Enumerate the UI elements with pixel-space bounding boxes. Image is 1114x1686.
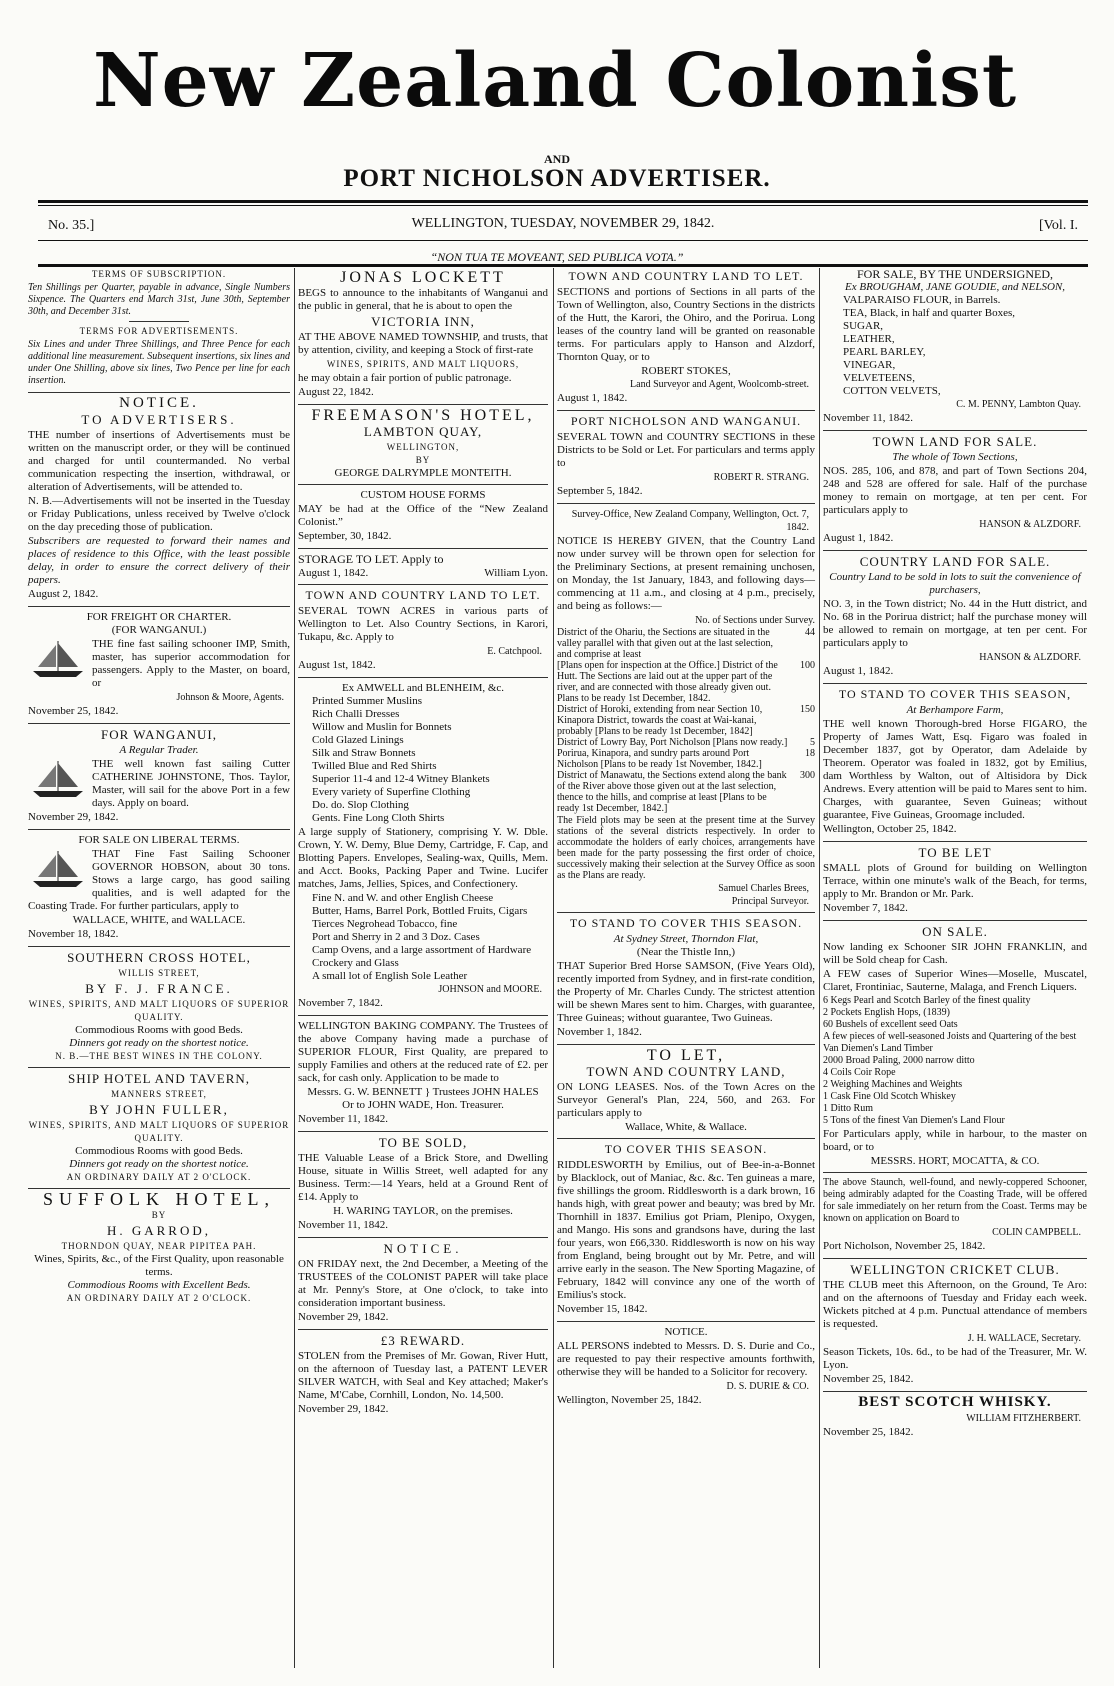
list-item: COTTON VELVETS, <box>843 385 941 397</box>
figaro-text: THE well known Thorough-bred Horse FIGARO, the Property of James Watt, Esq. Figaro was foaled in December 1837, got by Operator, dam Adelaide by Theorem. Operator was foaled in 1832, got by Emilius, dam Worthless by Walton, out of Altisidora by Dick Andrews. Every attention will be paid to Mares sent to him. Charges, with guarantee, Seven Guineas; without guarantee, Five Guineas, Groomage included. <box>823 718 1087 821</box>
notice-paragraph: N. B.—Advertisements will not be inserted in the Tuesday or Friday Publications, unless received by Twelve o'clock on the day preceding those of publication. <box>28 495 290 533</box>
survey-signature: Samuel Charles Brees, <box>718 883 809 894</box>
penny-list <box>823 294 1087 398</box>
list-item: 6 Kegs Pearl and Scotch Barley of the finest quality <box>823 995 1031 1006</box>
meeting-notice <box>298 1242 548 1330</box>
column-2 <box>298 268 548 1417</box>
cricket-date: November 25, 1842. <box>823 1373 914 1385</box>
table-row: District of Horoki, extending from near Section 10, Kinapora District, towards the coast at Wai-kanai, probably [Plans to be ready 1st December, 1842] 150 <box>557 704 815 737</box>
country-land-sale-date: August 1, 1842. <box>823 665 894 677</box>
storage-signature: William Lyon. <box>484 567 548 579</box>
riddlesworth-heading: TO COVER THIS SEASON. <box>604 1142 768 1156</box>
survey-text-2: The Field plots may be seen at the present time at the Survey stations of the several districts respectively. In order to accommodate the holders of early choices, arrangements have been made for the party possessing the first order of choice, successively making their selection at the Survey Office as soon as the Plans are ready. <box>557 815 815 881</box>
reward-text: STOLEN from the Premises of Mr. Gowan, River Hutt, on the afternoon of Tuesday last, a PATENT LEVER SILVER WATCH, with Seal and Key attached; Maker's Name, M'Cabe, Cornhill, London, No. 14,500. <box>298 1350 548 1401</box>
cricket-signature: J. H. WALLACE, Secretary. <box>967 1333 1081 1344</box>
list-item: Willow and Muslin for Bonnets <box>312 721 452 733</box>
amwell-list-2 <box>298 892 548 983</box>
list-item: Fine N. and W. and other English Cheese <box>312 892 494 904</box>
samson-heading: TO STAND TO COVER THIS SEASON. <box>569 916 803 930</box>
suffolk-address: THORNDON QUAY, NEAR PIPITEA PAH. <box>61 1241 257 1251</box>
lockett-inn: VICTORIA INN, <box>371 314 475 329</box>
ship-dinners: Dinners got ready on the shortest notice. <box>69 1158 249 1170</box>
list-item: 2 Weighing Machines and Weights <box>823 1079 963 1090</box>
sold-text: THE Valuable Lease of a Brick Store, and Dwelling House, situate in Willis Street, well adapted for any Business. Term:—14 Years, held at a Ground Rent of £14. Apply to <box>298 1152 548 1203</box>
storage-date: August 1, 1842. <box>298 567 369 579</box>
notice-paragraph: Subscribers are requested to forward their names and places of residence to this Office, with the least possible delay, in order to ensure the correct delivery of their papers. <box>28 535 290 586</box>
town-land-heading: TOWN AND COUNTRY LAND TO LET. <box>305 588 541 602</box>
baking-text: WELLINGTON BAKING COMPANY. The Trustees of the above Company having made a purchase of SUPERIOR FLOUR, First Quality, are prepared to supply Families and others at the reduced rate of £2. per sack, for cash only. Application to be made to <box>298 1020 548 1084</box>
suffolk-by: BY <box>151 1210 167 1220</box>
lockett-heading: JONAS LOCKETT <box>340 269 506 286</box>
survey-signature-2: Principal Surveyor. <box>731 896 809 907</box>
baking-trustees: Messrs. G. W. BENNETT } Trustees JOHN HALES <box>307 1086 539 1098</box>
suffolk-heading: SUFFOLK HOTEL, <box>42 1189 275 1209</box>
wanganui-text: THE well known fast sailing Cutter CATHERINE JOHNSTONE, Thos. Taylor, Master, will sail for the above Port in a few days. Apply on board. <box>92 758 290 809</box>
stokes-date: August 1, 1842. <box>557 392 628 404</box>
list-item: Superior 11-4 and 12-4 Witney Blankets <box>312 773 490 785</box>
durie-text: ALL PERSONS indebted to Messrs. D. S. Durie and Co., are requested to pay their respective amounts forthwith, otherwise they will be handed to a Solicitor for recovery. <box>557 1340 815 1378</box>
amwell-signature: JOHNSON and MOORE. <box>438 984 542 995</box>
lockett-wines: WINES, SPIRITS, AND MALT LIQUORS, <box>326 359 520 369</box>
list-item: VINEGAR, <box>843 359 896 371</box>
reward-heading: £3 REWARD. <box>380 1333 466 1348</box>
whisky-heading: BEST SCOTCH WHISKY. <box>858 1394 1052 1410</box>
country-land-sale-ad <box>823 555 1087 684</box>
notice-to-advertisers <box>28 397 290 607</box>
list-item: Twilled Blue and Red Shirts <box>312 760 437 772</box>
town-land-sale-text: NOS. 285, 106, and 878, and part of Town Sections 204, 248 and 528 are offered for sale. Half of the purchase money to remain on mortgage, at ten per cent. For particulars apply to <box>823 465 1087 516</box>
country-land-sale-text: NO. 3, in the Town district; No. 44 in the Hutt district, and No. 68 in the Porirua district; half the purchase money will be allowed to remain on mortgage, at ten per cent. For particulars apply to <box>823 598 1087 649</box>
ship-rooms: Commodious Rooms with good Beds. <box>75 1145 243 1157</box>
penny-ex: Ex BROUGHAM, JANE GOUDIE, and NELSON, <box>845 281 1065 293</box>
stokes-heading: TOWN AND COUNTRY LAND TO LET. <box>568 269 804 283</box>
survey-column-heading: No. of Sections under Survey. <box>695 615 815 626</box>
stokes-ad <box>557 270 815 411</box>
wanganui-heading: FOR WANGANUI, <box>100 727 218 742</box>
stokes-signature-2: Land Surveyor and Agent, Woolcomb-street. <box>630 379 809 390</box>
freemason-by: BY <box>415 455 431 465</box>
terms-advertisements-text: Six Lines and under Three Shillings, and Three Pence for each additional line measurement. Subsequent insertions, six lines and under One Shilling, above six lines, Two Pence per line for each insertion. <box>28 339 290 386</box>
town-land-sale-signature: HANSON & ALZDORF. <box>979 519 1081 530</box>
list-item: 2000 Broad Paling, 2000 narrow ditto <box>823 1055 975 1066</box>
masthead-rule <box>38 200 1088 203</box>
terms-block <box>28 268 290 393</box>
samson-text: THAT Superior Bred Horse SAMSON, (Five Years Old), recently imported from Sydney, and in first-rate condition, the Property of Mr. Charles Cundy. The strictest attention will be shewn Mares sent to him. Charges, with guarantee, Three Guineas; without guarantee, Two Guineas. <box>557 960 815 1024</box>
schooner-signature: COLIN CAMPBELL. <box>992 1227 1081 1238</box>
town-land-ad <box>298 589 548 678</box>
list-item: Cold Glazed Linings <box>312 734 404 746</box>
ship-icon <box>28 637 88 681</box>
amwell-date: November 7, 1842. <box>298 997 383 1009</box>
on-sale-text-2: For Particulars apply, while in harbour, to the master on board, or to <box>823 1128 1087 1153</box>
ship-wines: WINES, SPIRITS, AND MALT LIQUORS OF SUPERIOR QUALITY. <box>28 1120 290 1143</box>
sale-text: THAT Fine Fast Sailing Schooner GOVERNOR HOBSON, about 30 tons. Stows a large cargo, has good sailing qualities, and is well adapted for the Coasting Trade. For further particulars, apply to <box>28 848 290 912</box>
meeting-date: November 29, 1842. <box>298 1311 389 1323</box>
reward-date: November 29, 1842. <box>298 1403 389 1415</box>
suffolk-rooms: Commodious Rooms with Excellent Beds. <box>67 1279 251 1291</box>
notice-heading: NOTICE. <box>119 395 199 411</box>
durie-notice <box>557 1326 815 1407</box>
stokes-signature: ROBERT STOKES, <box>641 365 731 377</box>
figaro-date: Wellington, October 25, 1842. <box>823 823 957 835</box>
column-divider <box>553 268 554 1668</box>
whisky-ad <box>823 1396 1087 1439</box>
list-item: Port and Sherry in 2 and 3 Doz. Cases <box>312 931 480 943</box>
cricket-text: THE CLUB meet this Afternoon, on the Ground, Te Aro: and on the afternoons of Tuesday and Friday each week. Wickets pitched at 4 p.m. Punctual attendance of members is requested. <box>823 1279 1087 1330</box>
town-land-sale-date: August 1, 1842. <box>823 532 894 544</box>
meeting-text: ON FRIDAY next, the 2nd December, a Meeting of the TRUSTEES of the COLONIST PAPER will take place at Mr. Penny's Store, at One o'clock, to take into consideration important business. <box>298 1258 548 1309</box>
town-land-signature: E. Catchpool. <box>487 646 542 657</box>
survey-notice <box>557 508 815 913</box>
figaro-heading: TO STAND TO COVER THIS SEASON, <box>838 687 1072 701</box>
dateline <box>38 216 1088 236</box>
lockett-text-2: AT THE ABOVE NAMED TOWNSHIP, and trusts, that by attention, civility, and keeping a Stock of first-rate <box>298 331 548 356</box>
country-land-sale-signature: HANSON & ALZDORF. <box>979 652 1081 663</box>
town-land-sale-heading: TOWN LAND FOR SALE. <box>872 434 1038 449</box>
baking-ad <box>298 1020 548 1132</box>
town-land-date: August 1st, 1842. <box>298 659 376 671</box>
list-item: 5 Tons of the finest Van Diemen's Land Flour <box>823 1115 1005 1126</box>
country-land-sale-subheading: Country Land to be sold in lots to suit the convenience of purchasers, <box>829 571 1081 596</box>
strang-signature: ROBERT R. STRANG. <box>713 472 809 483</box>
freemason-heading: FREEMASON'S HOTEL, <box>311 407 535 424</box>
strang-ad <box>557 415 815 504</box>
let-date: November 7, 1842. <box>823 902 908 914</box>
newspaper-subtitle: PORT NICHOLSON ADVERTISER. <box>343 165 771 192</box>
suffolk-wines: Wines, Spirits, &c., of the First Quality, upon reasonable terms. <box>34 1253 284 1278</box>
southern-nb: N. B.—THE BEST WINES IN THE COLONY. <box>55 1051 263 1061</box>
town-land-sale-subheading: The whole of Town Sections, <box>892 451 1018 463</box>
on-sale-text: A FEW cases of Superior Wines—Moselle, Muscatel, Claret, Frontiniac, Sauterne, Malaga, and French Liquers. <box>823 968 1087 993</box>
schooner-text: The above Staunch, well-found, and newly-coppered Schooner, being admirably adapted for the Coasting Trade, will be offered for sale immediately on her return from the Coast. Terms may be known on application on Board to <box>823 1177 1087 1224</box>
column-3 <box>557 268 815 1408</box>
list-item: Do. do. Slop Clothing <box>312 799 409 811</box>
lockett-text-3: he may obtain a fair portion of public patronage. <box>298 372 512 384</box>
figaro-subheading: At Berhampore Farm, <box>906 704 1004 716</box>
sale-date: November 18, 1842. <box>28 928 119 940</box>
list-item: A small lot of English Sole Leather <box>312 970 468 982</box>
terms-subscription-text: Ten Shillings per Quarter, payable in advance, Single Numbers Sixpence. The Quarters end March 31st, June 30th, September 30th, and December 31st. <box>28 282 290 317</box>
town-land-text: SEVERAL TOWN ACRES in various parts of Wellington to Let. Also Country Sections, in Karori, Tukapu, &c. Apply to <box>298 605 548 643</box>
volume-number: [Vol. I. <box>1038 218 1078 233</box>
ship-heading: SHIP HOTEL AND TAVERN, <box>67 1071 251 1086</box>
on-sale-intro: Now landing ex Schooner SIR JOHN FRANKLIN, and will be Sold cheap for Cash. <box>823 941 1087 966</box>
terms-advertisements-heading: TERMS FOR ADVERTISEMENTS. <box>79 326 239 336</box>
let-heading: TO BE LET <box>918 845 992 860</box>
list-item: Printed Summer Muslins <box>312 695 423 707</box>
freemason-quay: LAMBTON QUAY, <box>363 424 483 439</box>
column-divider <box>294 268 295 1668</box>
list-item: TEA, Black, in half and quarter Boxes, <box>843 307 1015 319</box>
freemason-name: GEORGE DALRYMPLE MONTEITH. <box>334 467 512 479</box>
let-ad <box>823 846 1087 921</box>
on-sale-list <box>823 995 1087 1127</box>
samson-ad <box>557 917 815 1045</box>
baking-or: Or to JOHN WADE, Hon. Treasurer. <box>342 1099 504 1111</box>
on-sale-ad <box>823 925 1087 1173</box>
southern-street: WILLIS STREET, <box>118 968 200 978</box>
list-item: Gents. Fine Long Cloth Shirts <box>312 812 445 824</box>
list-item: 2 Pockets English Hops, (1839) <box>823 1007 950 1018</box>
riddlesworth-ad <box>557 1143 815 1322</box>
list-item: 60 Bushels of excellent seed Oats <box>823 1019 958 1030</box>
column-divider <box>819 268 820 1668</box>
masthead-rule-thin <box>38 205 1088 206</box>
lockett-text: BEGS to announce to the inhabitants of Wanganui and the public in general, that he is about to open the <box>298 287 548 312</box>
amwell-ad <box>298 682 548 1016</box>
southern-dinners: Dinners got ready on the shortest notice. <box>69 1037 249 1049</box>
amwell-text: A large supply of Stationery, comprising Y. W. Dble. Crown, Y. W. Demy, Blue Demy, Cartridge, F. Cap, and Blotting Papers. Envelopes, Sealing-wax, Quills, Mem. and Acct. Books, Packing Paper and Twine. Lucifer matches, Jams, Jellies, Spices, and Confectionery. <box>298 826 548 890</box>
ship-hotel-ad <box>28 1072 290 1189</box>
tolet-signature: Wallace, White, & Wallace. <box>625 1121 747 1133</box>
suffolk-hotel-ad <box>28 1189 290 1305</box>
freight-signature: Johnson & Moore, Agents. <box>176 692 284 703</box>
list-item: SUGAR, <box>843 320 884 332</box>
penny-signature: C. M. PENNY, Lambton Quay. <box>956 399 1081 410</box>
on-sale-heading: ON SALE. <box>922 924 988 939</box>
notice-paragraph: THE number of insertions of Advertisements must be written on the manuscript order, or they will be continued and charged for until countermanded. No verbal communication respecting the insertion, withdrawal, or alteration of Advertisements, will be attended to. <box>28 429 290 493</box>
survey-office: Survey-Office, New Zealand Company, Wellington, Oct. 7, 1842. <box>571 509 809 533</box>
sold-ad <box>298 1136 548 1238</box>
cricket-tickets: Season Tickets, 10s. 6d., to be had of the Treasurer, Mr. W. Lyon. <box>823 1346 1087 1371</box>
list-item: Camp Ovens, and a large assortment of Hardware <box>312 944 532 956</box>
let-text: SMALL plots of Ground for building on Wellington Terrace, within one minute's walk of the Beach, for terms, apply to Mr. Brandon or Mr. Park. <box>823 862 1087 900</box>
amwell-heading: Ex AMWELL and BLENHEIM, &c. <box>341 682 505 694</box>
list-item: Every variety of Superfine Clothing <box>312 786 471 798</box>
survey-table <box>557 627 815 814</box>
whisky-date: November 25, 1842. <box>823 1426 914 1438</box>
ship-icon <box>28 847 88 891</box>
list-item: Rich Challi Dresses <box>312 708 400 720</box>
southern-rooms: Commodious Rooms with good Beds. <box>75 1024 243 1036</box>
whisky-signature: WILLIAM FITZHERBERT. <box>966 1413 1081 1424</box>
strang-heading: PORT NICHOLSON AND WANGANUI. <box>570 414 802 428</box>
strang-text: SEVERAL TOWN and COUNTRY SECTIONS in these Districts to be Sold or Let. For particulars and terms apply to <box>557 431 815 469</box>
ship-by: BY JOHN FULLER, <box>89 1102 229 1117</box>
forms-date: September, 30, 1842. <box>298 530 392 542</box>
list-item: Butter, Hams, Barrel Pork, Bottled Fruits, Cigars <box>312 905 528 917</box>
stokes-text: SECTIONS and portions of Sections in all parts of the Town of Wellington, also, Country Sections in the districts of the Hutt, the Karori, the Ohiro, and the Porirua. Long leases of the country land will be granted on reasonable terms. For particulars apply to Hanson and Alzdorf, Thornton Quay, or to <box>557 286 815 363</box>
forms-ad <box>298 489 548 549</box>
table-row: District of the Ohariu, the Sections are situated in the valley parallel with that given out at the last selection, and comprise at least 44 <box>557 627 815 660</box>
tolet-text: ON LONG LEASES. Nos. of the Town Acres on the Surveyor General's Plan, 224, 560, and 263. For particulars apply to <box>557 1081 815 1119</box>
storage-ad <box>298 553 548 585</box>
ship-icon <box>28 757 88 801</box>
storage-heading: STORAGE TO LET. Apply to <box>298 552 444 566</box>
baking-date: November 11, 1842. <box>298 1113 389 1125</box>
motto: “NON TUA TE MOVEANT, SED PUBLICA VOTA.” <box>430 250 684 264</box>
reward-ad <box>298 1334 548 1416</box>
list-item: A few pieces of well-seasoned Joists and Quartering of the best Van Diemen's Land Timber <box>823 1031 1077 1054</box>
penny-heading: FOR SALE, BY THE UNDERSIGNED, <box>856 267 1053 281</box>
freight-subheading: (FOR WANGANUI.) <box>111 624 207 636</box>
strang-date: September 5, 1842. <box>557 485 643 497</box>
survey-text: NOTICE IS HEREBY GIVEN, that the Country Land now under survey will be thrown open for selection for the Preliminary Sections, at present remaining unchosen, on Monday, the 1st January, 1843, and following days—commencing at 11 a.m., and closing at 4 p.m., precisely, and being as follows:— <box>557 535 815 612</box>
list-item: 1 Cask Fine Old Scotch Whiskey <box>823 1091 956 1102</box>
freight-heading: FOR FREIGHT OR CHARTER. <box>86 611 232 623</box>
issue-date: WELLINGTON, TUESDAY, NOVEMBER 29, 1842. <box>411 216 715 231</box>
on-sale-signature: MESSRS. HORT, MOCATTA, & CO. <box>870 1155 1040 1167</box>
tolet-heading: TO LET, <box>646 1047 726 1064</box>
forms-text: MAY be had at the Office of the “New Zealand Colonist.” <box>298 503 548 528</box>
southern-by: BY F. J. FRANCE. <box>85 981 233 996</box>
penny-date: November 11, 1842. <box>823 412 914 424</box>
table-row: District of Lowry Bay, Port Nicholson [Plans now ready.] 5 <box>557 737 815 748</box>
wanganui-ad <box>28 728 290 830</box>
sold-date: November 11, 1842. <box>298 1219 389 1231</box>
list-item: Tierces Negrohead Tobacco, fine <box>312 918 458 930</box>
list-item: VALPARAISO FLOUR, in Barrels. <box>843 294 1001 306</box>
durie-signature: D. S. DURIE & CO. <box>726 1381 809 1392</box>
wanganui-subheading: A Regular Trader. <box>119 744 199 756</box>
penny-ad <box>823 268 1087 431</box>
freight-date: November 25, 1842. <box>28 705 119 717</box>
issue-number: No. 35.] <box>48 218 95 233</box>
forms-heading: CUSTOM HOUSE FORMS <box>360 489 486 501</box>
riddlesworth-date: November 15, 1842. <box>557 1303 648 1315</box>
freight-text: THE fine fast sailing schooner IMP, Smith, master, has superior accommodation for passengers. Apply to the Master, on board, or <box>92 638 290 689</box>
list-item: Crockery and Glass <box>312 957 399 969</box>
cricket-heading: WELLINGTON CRICKET CLUB. <box>850 1262 1060 1277</box>
terms-subscription-heading: TERMS OF SUBSCRIPTION. <box>91 269 227 279</box>
amwell-list <box>298 695 548 825</box>
list-item: VELVETEENS, <box>843 372 916 384</box>
freemason-town: WELLINGTON, <box>386 442 460 452</box>
country-land-sale-heading: COUNTRY LAND FOR SALE. <box>859 554 1051 569</box>
wanganui-date: November 29, 1842. <box>28 811 119 823</box>
table-row: Porirua, Kinapora, and sundry parts around Port Nicholson [Plans to be ready 1st November, 1842.] 18 <box>557 748 815 770</box>
column-4 <box>823 268 1087 1440</box>
notice-subheading: TO ADVERTISERS. <box>81 412 237 427</box>
town-land-sale-ad <box>823 435 1087 551</box>
notice-date: August 2, 1842. <box>28 588 99 600</box>
suffolk-name: H. GARROD, <box>106 1223 212 1238</box>
figaro-ad <box>823 688 1087 842</box>
sold-signature: H. WARING TAYLOR, on the premises. <box>333 1205 513 1217</box>
table-row: District of Manawatu, the Sections extend along the bank of the River above those given out at the last selection, thence to the hills, and comprise at least [Plans to be ready 1st December, 1842.] 300 <box>557 770 815 814</box>
sale-signature: WALLACE, WHITE, and WALLACE. <box>72 914 246 926</box>
samson-date: November 1, 1842. <box>557 1026 642 1038</box>
list-item: Silk and Straw Bonnets <box>312 747 416 759</box>
southern-wines: WINES, SPIRITS, AND MALT LIQUORS OF SUPERIOR QUALITY. <box>28 999 290 1022</box>
suffolk-daily: AN ORDINARY DAILY AT 2 O'CLOCK. <box>66 1293 252 1303</box>
meeting-heading: NOTICE. <box>383 1241 463 1256</box>
freemason-hotel-ad <box>298 409 548 485</box>
durie-date: Wellington, November 25, 1842. <box>557 1394 702 1406</box>
tolet-ad <box>557 1049 815 1139</box>
sale-heading: FOR SALE ON LIBERAL TERMS. <box>78 834 240 846</box>
lockett-ad <box>298 271 548 405</box>
column-1 <box>28 268 290 1305</box>
table-row: [Plans open for inspection at the Office.] District of the Hutt. The Sections are laid out at the upper part of the river, and are connected with those already given out. Plans to be ready 1st December, 1842. 100 <box>557 660 815 704</box>
ship-street: MANNERS STREET, <box>111 1089 207 1099</box>
schooner-ad <box>823 1177 1087 1259</box>
list-item: LEATHER, <box>843 333 895 345</box>
schooner-date: Port Nicholson, November 25, 1842. <box>823 1240 986 1252</box>
list-item: PEARL BARLEY, <box>843 346 926 358</box>
riddlesworth-text: RIDDLESWORTH by Emilius, out of Bee-in-a-Bonnet by Blacklock, out of Maniac, &c. &c. Ten guineas a mare, five shillings the groom. Riddlesworth is a dark brown, 16 hands high, with great power and beauty; was bred by Mr. Thornhill in 1837. Emilius got Priam, Plenipo, Oxygen, and Mango. His sons and grandsons have, during the last four years, won £66,330. Riddlesworth is now on his way from England, being brought out by Mr. Petre, and will arrive early in the season. The New Sporting Magazine, of February, 1842 will convince any one of the worth of Emilius's stock. <box>557 1159 815 1301</box>
southern-cross-hotel-ad <box>28 951 290 1068</box>
southern-heading: SOUTHERN CROSS HOTEL, <box>67 950 251 965</box>
freight-ad <box>28 611 290 724</box>
list-item: 4 Coils Coir Rope <box>823 1067 896 1078</box>
lockett-date: August 22, 1842. <box>298 386 374 398</box>
durie-heading: NOTICE. <box>664 1326 708 1338</box>
tolet-subheading: TOWN AND COUNTRY LAND, <box>586 1064 786 1079</box>
masthead-and: AND <box>544 152 570 166</box>
sold-heading: TO BE SOLD, <box>378 1135 468 1150</box>
sale-ad <box>28 834 290 947</box>
list-item: 1 Ditto Rum <box>823 1103 874 1114</box>
dateline-rule <box>38 240 1088 241</box>
newspaper-title: New Zealand Colonist <box>92 38 1018 124</box>
samson-subheading: At Sydney Street, Thorndon Flat, <box>613 933 759 945</box>
ship-daily: AN ORDINARY DAILY AT 2 O'CLOCK. <box>66 1172 252 1182</box>
samson-subheading-2: (Near the Thistle Inn,) <box>636 946 736 958</box>
cricket-ad <box>823 1263 1087 1392</box>
